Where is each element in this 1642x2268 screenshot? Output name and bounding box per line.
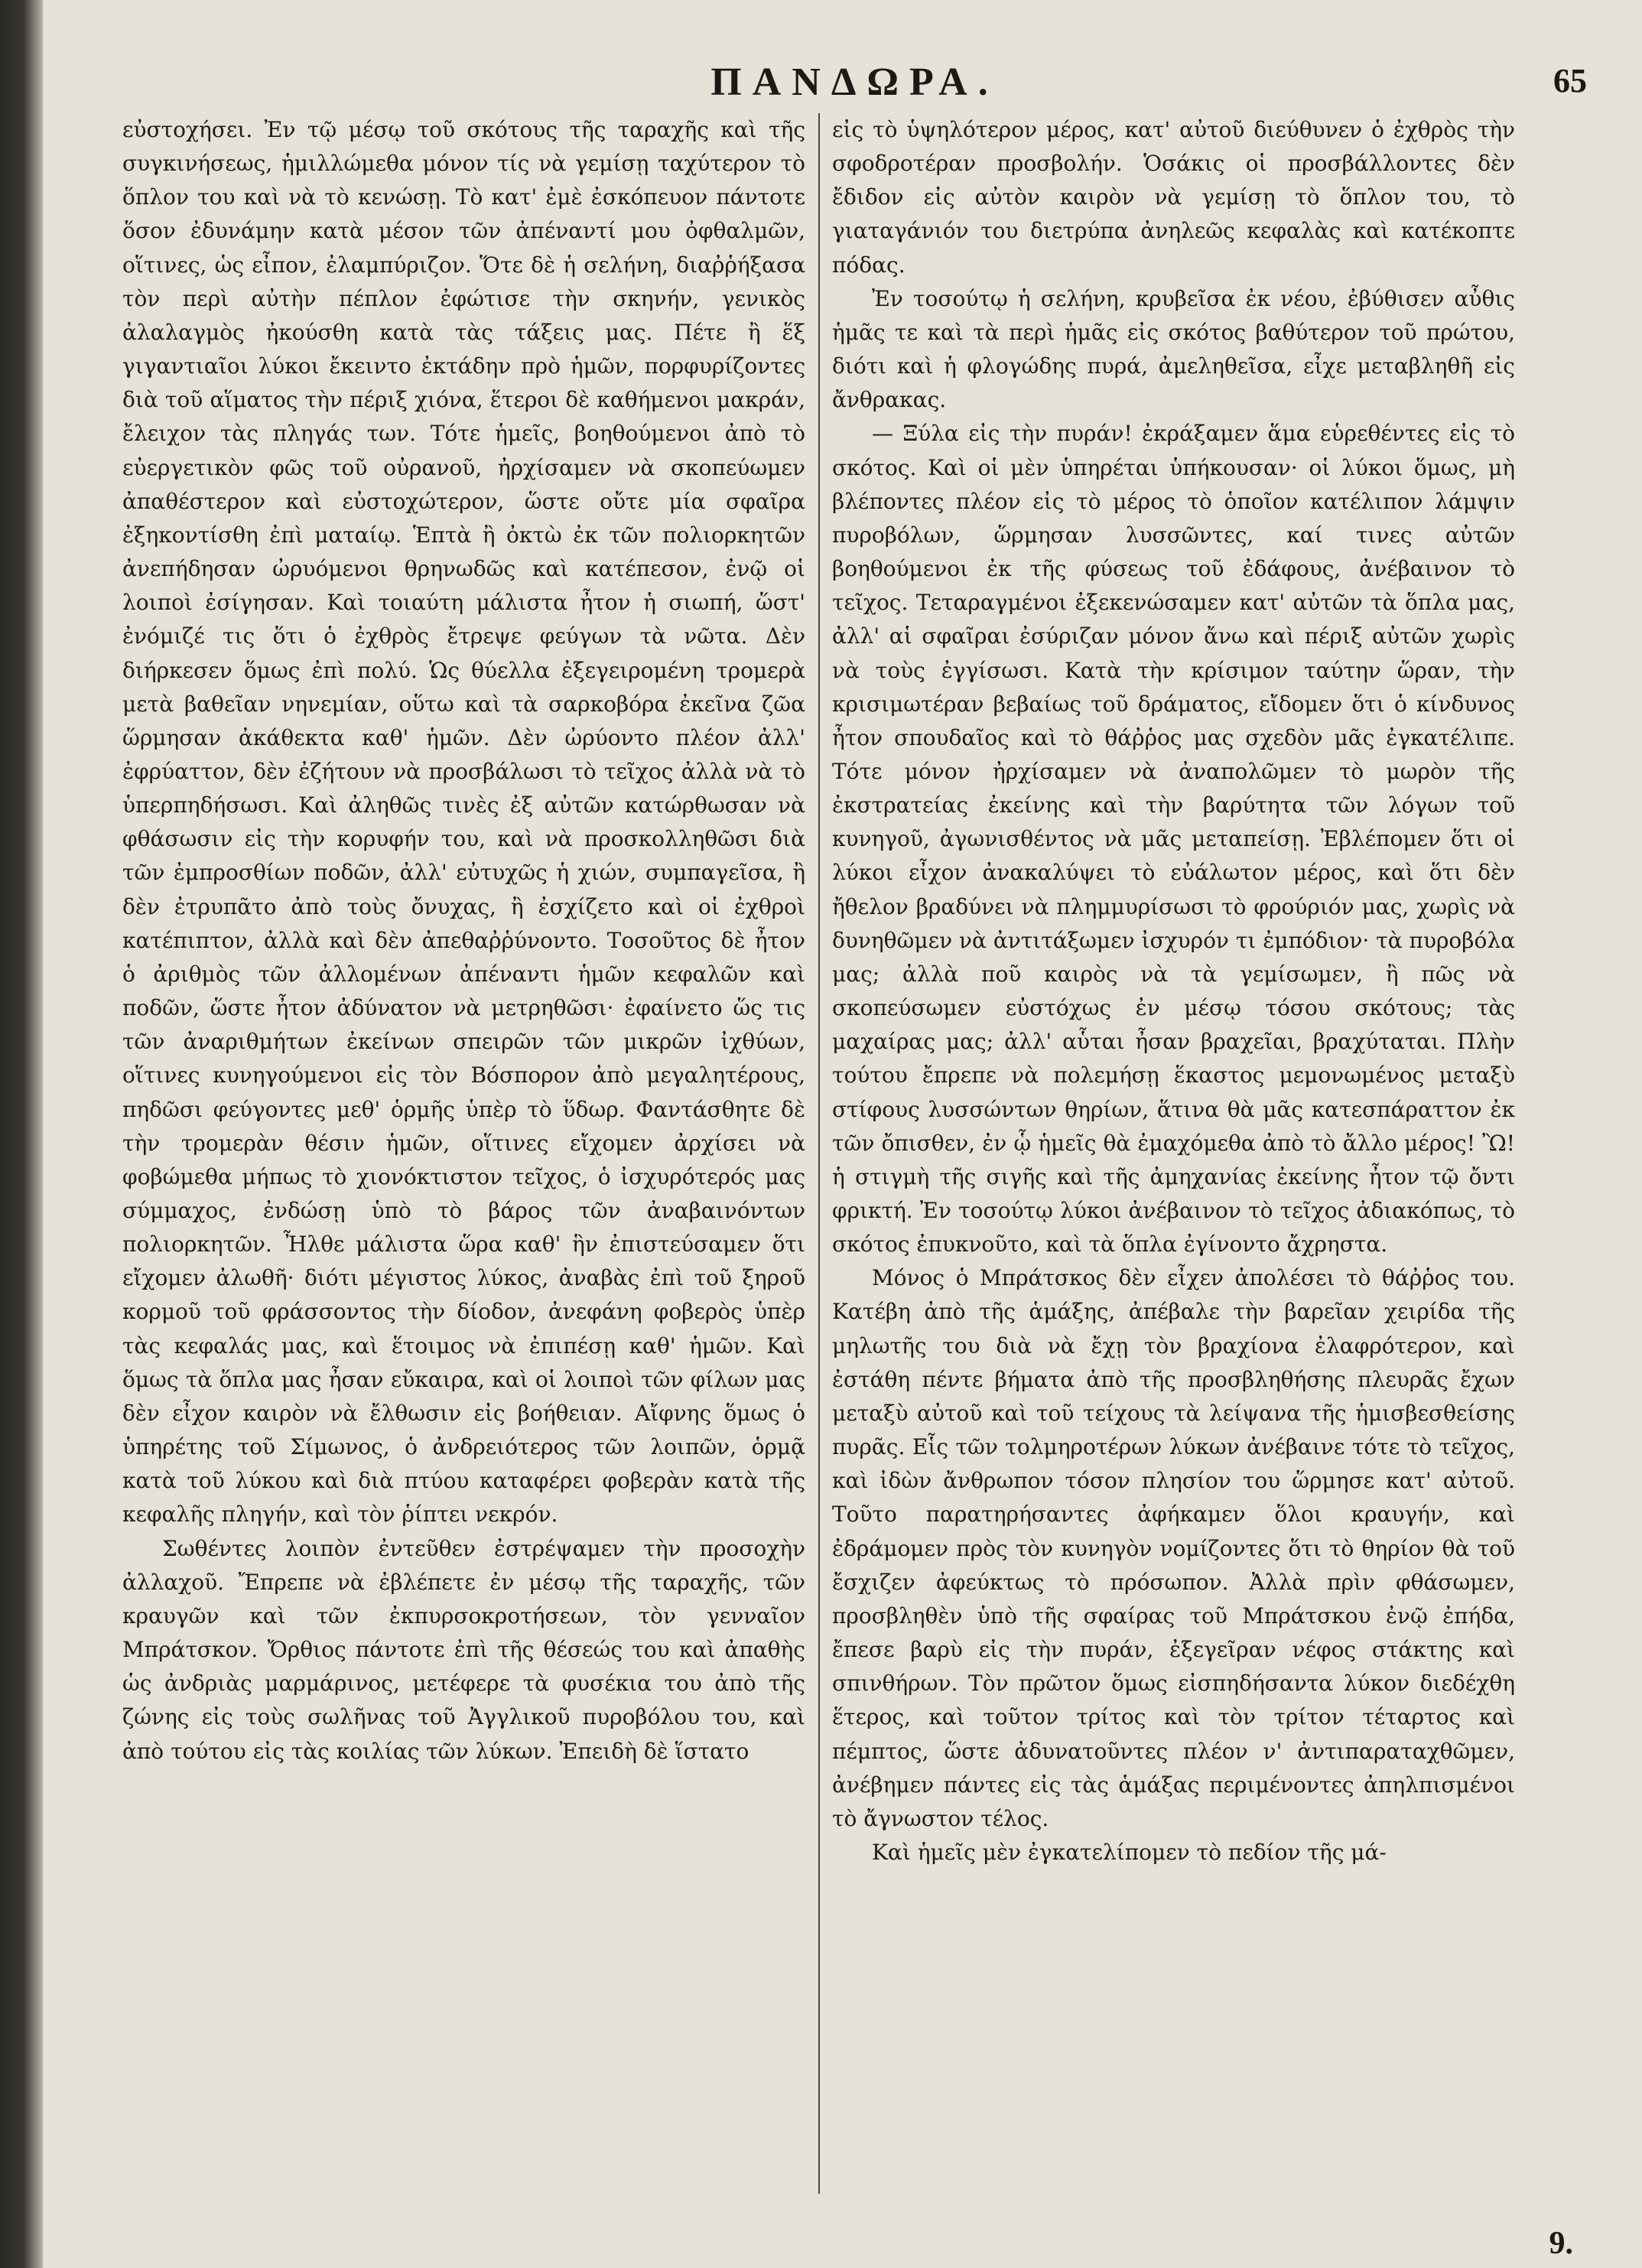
page-header [122,55,1587,116]
right-paragraph-1: εἰς τὸ ὑψηλότερον μέρος, κατ' αὐτοῦ διεύθυνεν ὁ ἐχθρὸς τὴν σφοδροτέραν προσβολήν. Ὁσάκις οἱ προσβάλλοντες δὲν ἔδιδον εἰς αὐτὸν καιρὸν νὰ γεμίσῃ τὸ ὅπλον του, τὸ γιαταγάνιόν του διετρύπα ἀνηλεῶς κεφαλὰς καὶ κατέκοπτε πόδας. [832,117,1515,278]
running-title: ΠΑΝΔΩΡΑ. [710,60,999,104]
right-paragraph-2: Ἐν τοσούτῳ ἡ σελήνη, κρυβεῖσα ἐκ νέου, ἐβύθισεν αὖθις ἡμᾶς τε καὶ τὰ περὶ ἡμᾶς εἰς σκότος βαθύτερον τοῦ πρώτου, διότι καὶ ἡ φλογώδης πυρά, ἀμεληθεῖσα, εἶχε μεταβληθῆ εἰς ἄνθρακας. [832,285,1515,413]
right-paragraph-4: Μόνος ὁ Μπράτσκος δὲν εἶχεν ἀπολέσει τὸ θάῤῥος του. Κατέβη ἀπὸ τῆς ἁμάξης, ἀπέβαλε τὴν βαρεῖαν χειρίδα τῆς μηλωτῆς του διὰ νὰ ἔχῃ τὸν βραχίονα ἐλαφρότερον, καὶ ἐστάθη πέντε βήματα ἀπὸ τῆς προσβληθήσης πλευρᾶς ἔχων μεταξὺ αὐτοῦ καὶ τοῦ τείχους τὰ λείψανα τῆς ἡμισβεσθείσης πυρᾶς. Εἷς τῶν τολμηροτέρων λύκων ἀνέβαινε τότε τὸ τεῖχος, καὶ ἰδὼν ἄνθρωπον τόσον πλησίον του ὥρμησε κατ' αὐτοῦ. Τοῦτο παρατηρήσαντες ἀφήκαμεν ὅλοι κραυγήν, καὶ ἐδράμομεν πρὸς τὸν κυνηγὸν νομίζοντες ὅτι τὸ θηρίον θὰ τοῦ ἔσχιζεν ἀφεύκτως τὸ πρόσωπον. Ἀλλὰ πρὶν φθάσωμεν, προσβληθὲν ὑπὸ τῆς σφαίρας τοῦ Μπράτσκου ἐνῷ ἐπήδα, ἔπεσε βαρὺ εἰς τὴν πυράν, ἐξεγεῖραν νέφος στάκτης καὶ σπινθήρων. Τὸν πρῶτον ὅμως εἰσπηδήσαντα λύκον διεδέχθη ἕτερος, καὶ τοῦτον τρίτος καὶ τὸν τρίτον τέταρτος καὶ πέμπτος, ὥστε ἀδυνατοῦντες πλέον ν' ἀντιπαραταχθῶμεν, ἀνέβημεν πάντες εἰς τὰς ἁμάξας περιμένοντες ἀπηλπισμένοι τὸ ἄγνωστον τέλος. [832,1265,1515,1831]
right-column [832,113,1515,2224]
book-binding-edge [0,0,43,2268]
right-paragraph-3: — Ξύλα εἰς τὴν πυράν! ἐκράξαμεν ἅμα εὑρεθέντες εἰς τὸ σκότος. Καὶ οἱ μὲν ὑπηρέται ὑπήκουσαν· οἱ λύκοι ὅμως, μὴ βλέποντες πλέον εἰς τὸ μέρος τὸ ὁποῖον κατέλιπον λάμψιν πυροβόλων, ὥρμησαν λυσσῶντες, καί τινες αὐτῶν βοηθούμενοι ἐκ τῆς φύσεως τοῦ ἐδάφους, ἀνέβαινον τὸ τεῖχος. Τεταραγμένοι ἐξεκενώσαμεν κατ' αὐτῶν τὰ ὅπλα μας, ἀλλ' αἱ σφαῖραι ἐσύριζαν μόνον ἄνω καὶ πέριξ αὐτῶν χωρὶς νὰ τοὺς ἐγγίσωσι. Κατὰ τὴν κρίσιμον ταύτην ὥραν, τὴν κρισιμωτέραν βεβαίως τοῦ δράματος, εἴδομεν ὅτι ὁ κίνδυνος ἦτον σπουδαῖος καὶ τὸ θάῤῥος μας σχεδὸν μᾶς ἐγκατέλιπε. Τότε μόνον ἠρχίσαμεν νὰ ἀναπολῶμεν τὸ μωρὸν τῆς ἐκστρατείας ἐκείνης καὶ τὴν βαρύτητα τῶν λόγων τοῦ κυνηγοῦ, ἀγωνισθέντος νὰ μᾶς μεταπείσῃ. Ἐβλέπομεν ὅτι οἱ λύκοι εἶχον ἀνακαλύψει τὸ εὐάλωτον μέρος, καὶ ὅτι δὲν ἤθελον βραδύνει νὰ πλημμυρίσωσι τὸ φρούριόν μας, χωρὶς νὰ δυνηθῶμεν νὰ ἀντιτάξωμεν ἰσχυρόν τι ἐμπόδιον· τὰ πυροβόλα μας; ἀλλὰ ποῦ καιρὸς νὰ τὰ γεμίσωμεν, ἢ πῶς νὰ σκοπεύσωμεν εὐστόχως ἐν μέσῳ τόσου σκότους; τὰς μαχαίρας μας; ἀλλ' αὗται ἦσαν βραχεῖαι, βραχύταται. Πλὴν τούτου ἔπρεπε νὰ πολεμήσῃ ἕκαστος μεμονωμένος μεταξὺ στίφους λυσσώντων θηρίων, ἅτινα θὰ μᾶς κατεσπάραττον ἐκ τῶν ὄπισθεν, ἐν ᾧ ἡμεῖς θὰ ἐμαχόμεθα ἀπὸ τὸ ἄλλο μέρος! Ὢ! ἡ στιγμὴ τῆς σιγῆς καὶ τῆς ἀμηχανίας ἐκείνης ἦτον τῷ ὄντι φρικτή. Ἐν τοσούτῳ λύκοι ἀνέβαινον τὸ τεῖχος ἀδιακόπως, τὸ σκότος ἐπυκνοῦτο, καὶ τὰ ὅπλα ἐγίνοντο ἄχρηστα. [832,421,1515,1258]
left-paragraph-1: εὐστοχήσει. Ἐν τῷ μέσῳ τοῦ σκότους τῆς ταραχῆς καὶ τῆς συγκινήσεως, ἡμιλλώμεθα μόνον τίς νὰ γεμίσῃ ταχύτερον τὸ ὅπλον του καὶ νὰ τὸ κενώσῃ. Τὸ κατ' ἐμὲ ἐσκόπευον πάντοτε ὅσον ἐδυνάμην κατὰ μέσον τῶν ἀπέναντί μου ὀφθαλμῶν, οἵτινες, ὡς εἶπον, ἐλαμπύριζον. Ὅτε δὲ ἡ σελήνη, διαῤῥήξασα τὸν περὶ αὐτὴν πέπλον ἐφώτισε τὴν σκηνήν, γενικὸς ἀλαλαγμὸς ἠκούσθη κατὰ τὰς τάξεις μας. Πέτε ἢ ἕξ γιγαντιαῖοι λύκοι ἔκειντο ἐκτάδην πρὸ ἡμῶν, πορφυρίζοντες διὰ τοῦ αἵματος τὴν πέριξ χιόνα, ἕτεροι δὲ καθήμενοι μακράν, ἔλειχον τὰς πληγάς των. Τότε ἡμεῖς, βοηθούμενοι ἀπὸ τὸ εὐεργετικὸν φῶς τοῦ οὐρανοῦ, ἠρχίσαμεν νὰ σκοπεύωμεν ἀπαθέστερον καὶ εὐστοχώτερον, ὥστε οὔτε μία σφαῖρα ἐξηκοντίσθη ἐπὶ ματαίῳ. Ἑπτὰ ἢ ὀκτὼ ἐκ τῶν πολιορκητῶν ἀνεπήδησαν ὠρυόμενοι θρηνωδῶς καὶ κατέπεσον, ἐνῷ οἱ λοιποὶ ἐσίγησαν. Καὶ τοιαύτη μάλιστα ἦτον ἡ σιωπή, ὥστ' ἐνόμιζέ τις ὅτι ὁ ἐχθρὸς ἔτρεψε φεύγων τὰ νῶτα. Δὲν διήρκεσεν ὅμως ἐπὶ πολύ. Ὡς θύελλα ἐξεγειρομένη τρομερὰ μετὰ βαθεῖαν νηνεμίαν, οὕτω καὶ τὰ σαρκοβόρα ἐκεῖνα ζῶα ὥρμησαν ἀκάθεκτα καθ' ἡμῶν. Δὲν ὠρύοντο πλέον ἀλλ' ἐφρύαττον, δὲν ἐζήτουν νὰ προσβάλωσι τὸ τεῖχος ἀλλὰ νὰ τὸ ὑπερπηδήσωσι. Καὶ ἀληθῶς τινὲς ἐξ αὐτῶν κατώρθωσαν νὰ φθάσωσιν εἰς τὴν κορυφήν του, καὶ νὰ προσκολληθῶσι διὰ τῶν ἐμπροσθίων ποδῶν, ἀλλ' εὐτυχῶς ἡ χιών, συμπαγεῖσα, ἢ δὲν ἐτρυπᾶτο ἀπὸ τοὺς ὄνυχας, ἢ ἐσχίζετο καὶ οἱ ἐχθροὶ κατέπιπτον, ἀλλὰ καὶ δὲν ἀπεθαῤῥύνοντο. Τοσοῦτος δὲ ἦτον ὁ ἀριθμὸς τῶν ἀλλομένων ἀπέναντι ἡμῶν κεφαλῶν καὶ ποδῶν, ὥστε ἦτον ἀδύνατον νὰ μετρηθῶσι· ἐφαίνετο ὥς τις τῶν ἀναριθμήτων ἐκείνων σπειρῶν τῶν μικρῶν ἰχθύων, οἵτινες κυνηγούμενοι εἰς τὸν Βόσπορον ἀπὸ μεγαλητέρους, πηδῶσι φεύγοντες μεθ' ὁρμῆς ὑπὲρ τὸ ὕδωρ. Φαντάσθητε δὲ τὴν τρομερὰν θέσιν ἡμῶν, οἵτινες εἴχομεν ἀρχίσει νὰ φοβώμεθα μήπως τὸ χιονόκτιστον τεῖχος, ὁ ἰσχυρότερός μας σύμμαχος, ἐνδώσῃ ὑπὸ τὸ βάρος τῶν ἀναβαινόντων πολιορκητῶν. Ἦλθε μάλιστα ὥρα καθ' ἣν ἐπιστεύσαμεν ὅτι εἴχομεν ἀλωθῆ· διότι μέγιστος λύκος, ἀναβὰς ἐπὶ τοῦ ξηροῦ κορμοῦ τοῦ φράσσοντος τὴν δίοδον, ἀνεφάνη φοβερὸς ὑπὲρ τὰς κεφαλάς μας, καὶ ἕτοιμος νὰ ἐπιπέσῃ καθ' ἡμῶν. Καὶ ὅμως τὰ ὅπλα μας ἦσαν εὔκαιρα, καὶ οἱ λοιποὶ τῶν φίλων μας δὲν εἶχον καιρὸν νὰ ἔλθωσιν εἰς βοήθειαν. Αἴφνης ὅμως ὁ ὑπηρέτης τοῦ Σίμωνος, ὁ ἀνδρειότερος τῶν λοιπῶν, ὁρμᾷ κατὰ τοῦ λύκου καὶ διὰ πτύου καταφέρει φοβερὰν κατὰ τῆς κεφαλῆς πληγήν, καὶ τὸν ῥίπτει νεκρόν. [122,117,805,1528]
column-divider [818,113,820,2194]
left-column [122,113,805,2224]
right-paragraph-5: Καὶ ἡμεῖς μὲν ἐγκατελίπομεν τὸ πεδίον τῆς μά- [872,1839,1387,1865]
signature-mark: 9. [1549,2226,1573,2261]
page-number: 65 [1553,62,1587,99]
left-paragraph-2: Σωθέντες λοιπὸν ἐντεῦθεν ἐστρέψαμεν τὴν προσοχὴν ἀλλαχοῦ. Ἔπρεπε νὰ ἐβλέπετε ἐν μέσῳ τῆς ταραχῆς, τῶν κραυγῶν καὶ τῶν ἐκπυρσοκροτήσεων, τὸν γενναῖον Μπράτσκον. Ὄρθιος πάντοτε ἐπὶ τῆς θέσεώς του καὶ ἀπαθὴς ὡς ἀνδριὰς μαρμάρινος, μετέφερε τὰ φυσέκια του ἀπὸ τῆς ζώνης εἰς τοὺς σωλῆνας τοῦ Ἀγγλικοῦ πυροβόλου του, καὶ ἀπὸ τούτου εἰς τὰς κοιλίας τῶν λύκων. Ἐπειδὴ δὲ ἵστατο [122,1535,805,1764]
